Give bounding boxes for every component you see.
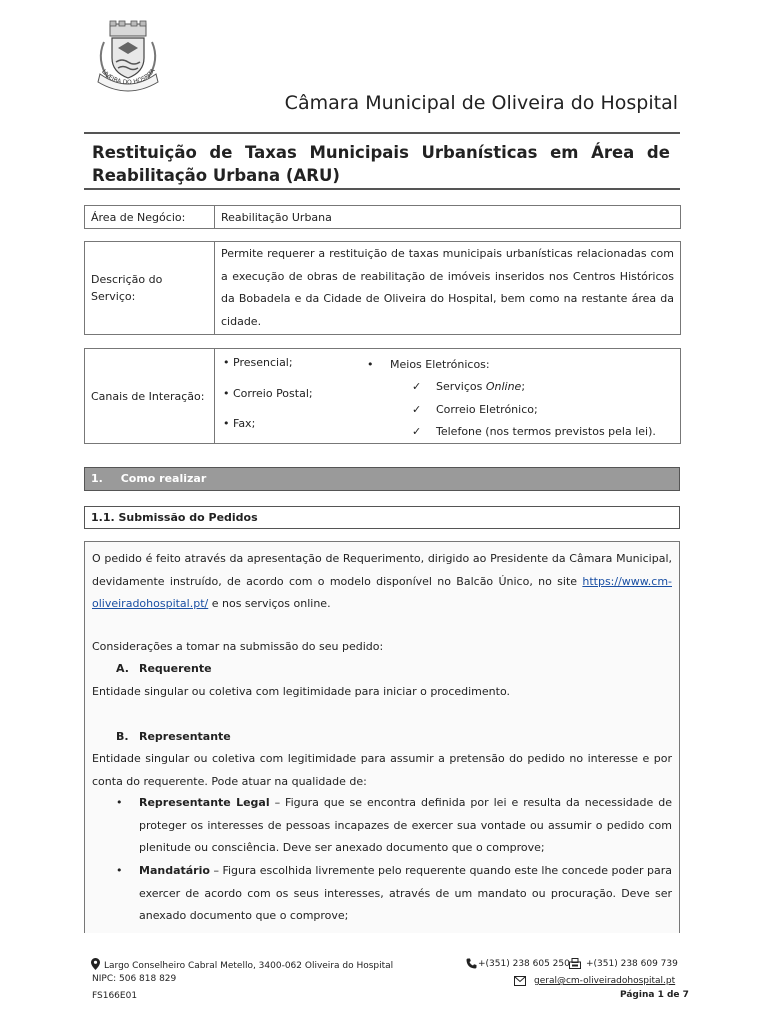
title-word: de <box>646 143 670 162</box>
title-word: de <box>209 143 233 162</box>
section-a-letter: A. <box>116 662 129 675</box>
business-area-label: Área de Negócio: <box>85 206 215 229</box>
section-title: Como realizar <box>120 472 207 485</box>
section-b-title: Representante <box>139 730 231 743</box>
submission-content-box <box>84 541 680 933</box>
page-number: Página 1 de 7 <box>620 990 689 1000</box>
document-title <box>92 141 670 187</box>
fax-icon <box>569 958 581 969</box>
footer-fax: +(351) 238 609 739 <box>586 959 678 969</box>
document-title-line-1 <box>92 141 670 164</box>
service-description-label <box>85 242 215 335</box>
section-b-letter: B. <box>116 730 129 743</box>
title-word: em <box>550 143 579 162</box>
footer-address: Largo Conselheiro Cabral Metello, 3400-062 Oliveira do Hospital <box>104 961 394 971</box>
electronic-item: Correio Eletrónico; <box>436 402 538 416</box>
checkmark-icon: ✓ <box>412 402 422 416</box>
considerations-text: Considerações a tomar na submissão do seu pedido: <box>92 640 384 653</box>
subsection-heading: 1.1. Submissão do Pedidos <box>84 506 680 529</box>
service-description-value: Permite requerer a restituição de taxas municipais urbanísticas relacionadas com a execução de obras de reabilitação de imóveis inseridos nos Centros Históricos da Bobadela e da Cidade de Oliveira do Hospital, bem como na restante área da cidade. <box>215 242 681 335</box>
title-word: Restituição <box>92 143 197 162</box>
title-bottom-rule <box>84 188 680 190</box>
location-pin-icon <box>91 958 100 970</box>
email-icon <box>514 976 526 986</box>
title-word: Área <box>591 143 635 162</box>
interaction-channels-table <box>84 348 681 444</box>
organization-title: Câmara Municipal de Oliveira do Hospital <box>284 92 678 114</box>
section-number: 1. <box>91 472 103 485</box>
service-description-label-text: Descrição do Serviço: <box>91 273 163 303</box>
municipal-coat-of-arms-logo <box>88 20 168 98</box>
business-area-value: Reabilitação Urbana <box>215 206 681 229</box>
bullet-dot: • <box>116 796 123 809</box>
intro-paragraph: O pedido é feito através da apresentação de Requerimento, dirigido ao Presidente da Câmara Municipal, devidamente instruído, de acordo com o modelo disponível no Balcão Único, no site https://www.cm-oliveiradohospital.pt/ e nos serviços online. <box>92 552 672 610</box>
electronic-item: Telefone (nos termos previstos pela lei). <box>436 424 656 438</box>
footer-form-code: FS166E01 <box>92 991 138 1001</box>
electronic-item: Serviços Online; <box>436 379 526 393</box>
channel-item: • Presencial; <box>223 355 293 369</box>
business-area-table <box>84 205 681 229</box>
section-b-text: Entidade singular ou coletiva com legitimidade para assumir a pretensão do pedido no interesse e por conta do requerente. Pode atuar na qualidade de: <box>92 752 672 788</box>
footer-email-link[interactable]: geral@cm-oliveiradohospital.pt <box>534 976 676 986</box>
document-title-line-2: Reabilitação Urbana (ARU) <box>92 166 340 185</box>
electronic-means-label: Meios Eletrónicos: <box>390 357 490 371</box>
section-a-text: Entidade singular ou coletiva com legitimidade para iniciar o procedimento. <box>92 685 510 698</box>
website-link[interactable]: https://www.cm-oliveiradohospital.pt/ <box>92 574 672 610</box>
footer-nipc: NIPC: 506 818 829 <box>92 974 177 984</box>
title-word: Taxas <box>245 143 297 162</box>
footer-phone: +(351) 238 605 250 <box>478 959 570 969</box>
checkmark-icon: ✓ <box>412 379 422 393</box>
phone-icon <box>466 958 477 969</box>
attorney-item: Mandatário – Figura escolhida livremente pelo requerente quando este lhe concede poder para exercer de acordo com os seus interesses, através de um mandato ou procuração. Deve ser anexado documento que o comprove; <box>139 864 672 922</box>
logo-banner-text: LIVEIRA DO HOSPITA <box>100 67 157 87</box>
service-description-table <box>84 241 681 335</box>
title-word: Municipais <box>309 143 409 162</box>
legal-representative-item: Representante Legal – Figura que se encontra definida por lei e resulta da necessidade de proteger os interesses de pessoas incapazes de exercer sua vontade ou assumir o pedido com plenitude ou consciência. Deve ser anexado documento que o comprove; <box>139 796 672 854</box>
channel-item: • Fax; <box>223 416 256 430</box>
interaction-channels-label: Canais de Interação: <box>85 349 215 444</box>
title-word: Urbanísticas <box>421 143 538 162</box>
title-top-rule <box>84 132 680 134</box>
section-a-title: Requerente <box>139 662 212 675</box>
bullet-dot: • <box>116 864 123 877</box>
channel-item: • Correio Postal; <box>223 386 313 400</box>
interaction-channels-values <box>215 349 681 444</box>
checkmark-icon: ✓ <box>412 424 422 438</box>
section-heading-bar <box>84 467 680 491</box>
bullet-dot: • <box>367 357 374 371</box>
